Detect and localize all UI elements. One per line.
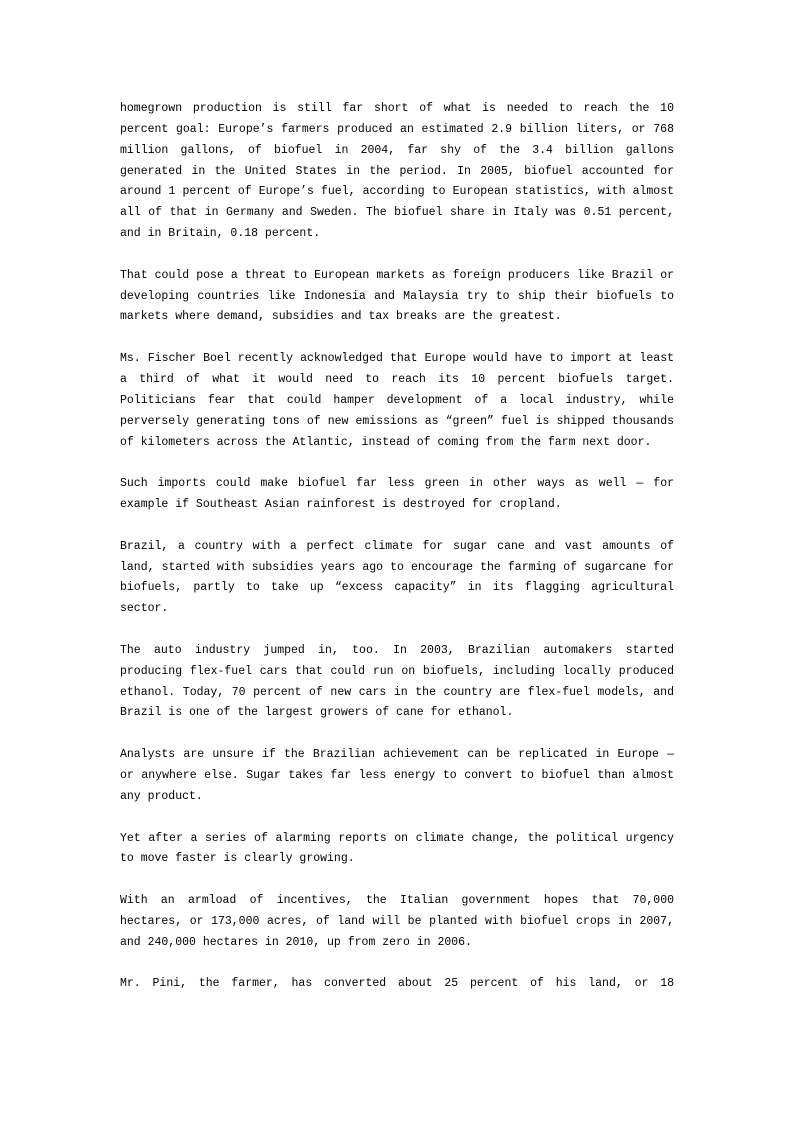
- paragraph-flex-fuel-cars: The auto industry jumped in, too. In 2003, Brazilian automakers started producing flex-fuel cars that could run on biofuels, including locally produced ethanol. Today, 70 percent of new cars in the country are flex-fuel models, and Brazil is one of the largest growers of cane for ethanol.: [120, 643, 674, 720]
- paragraph-production-shortfall: homegrown production is still far short of what is needed to reach the 10 percent goal: Europe’s farmers produced an estimated 2.9 billion liters, or 768 million gallons, of biofuel in 2004, far shy of the 3.4 billion gallons generated in the United States in the period. In 2005, biofuel accounted for around 1 percent of Europe’s fuel, according to European statistics, with almost all of that in Germany and Sweden. The biofuel share in Italy was 0.51 percent, and in Britain, 0.18 percent.: [120, 102, 674, 241]
- paragraph-rainforest: Such imports could make biofuel far less green in other ways as well — for example if Southeast Asian rainforest is destroyed for cropland.: [120, 477, 674, 512]
- paragraph-mr-pini: Mr. Pini, the farmer, has converted about 25 percent of his land, or 18: [120, 977, 674, 991]
- paragraph-foreign-producers-threat: That could pose a threat to European markets as foreign producers like Brazil or developing countries like Indonesia and Malaysia try to ship their biofuels to markets where demand, subsidies and tax breaks are the greatest.: [120, 268, 674, 324]
- paragraph-brazil-sugarcane: Brazil, a country with a perfect climate for sugar cane and vast amounts of land, started with subsidies years ago to encourage the farming of sugarcane for biofuels, partly to take up “excess capacity” in its flagging agricultural sector.: [120, 539, 674, 616]
- paragraph-political-urgency: Yet after a series of alarming reports on climate change, the political urgency to move faster is clearly growing.: [120, 831, 674, 866]
- paragraph-analysts-unsure: Analysts are unsure if the Brazilian achievement can be replicated in Europe — or anywhere else. Sugar takes far less energy to convert to biofuel than almost any product.: [120, 748, 674, 803]
- document-page: [120, 99, 674, 1016]
- paragraph-italian-incentives: With an armload of incentives, the Italian government hopes that 70,000 hectares, or 173,000 acres, of land will be planted with biofuel crops in 2007, and 240,000 hectares in 2010, up from zero in 2006.: [120, 894, 674, 949]
- paragraph-import-target: Ms. Fischer Boel recently acknowledged that Europe would have to import at least a third of what it would need to reach its 10 percent biofuels target. Politicians fear that could hamper development of a local industry, while perversely generating tons of new emissions as “green” fuel is shipped thousands of kilometers across the Atlantic, instead of coming from the farm next door.: [120, 352, 674, 449]
